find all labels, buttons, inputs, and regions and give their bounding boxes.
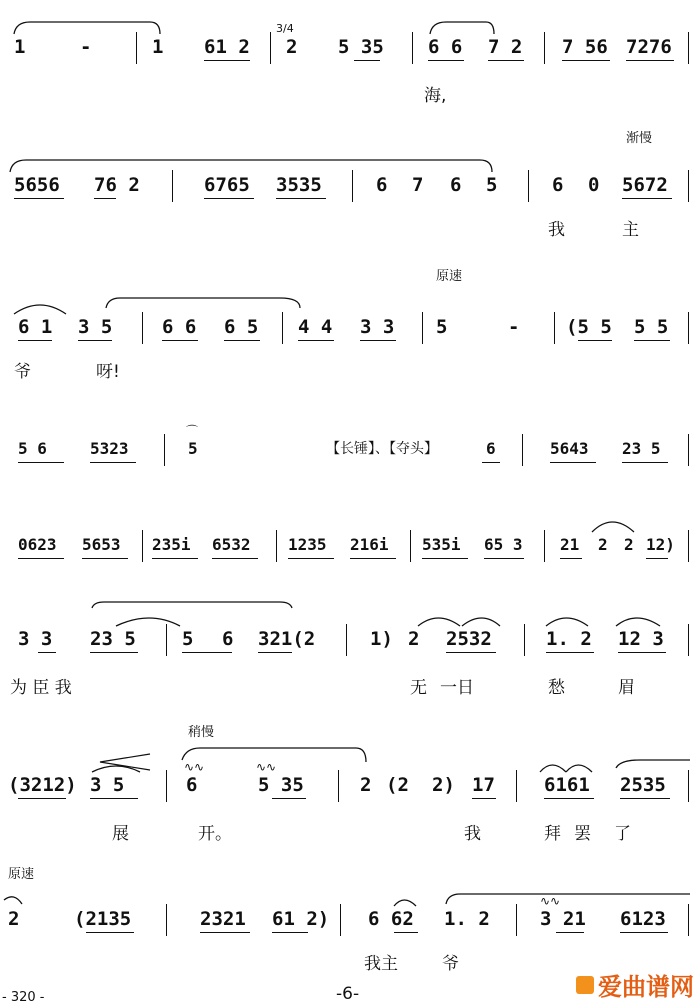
underline (488, 60, 524, 61)
underline (546, 652, 594, 653)
underline (618, 652, 666, 653)
underline (428, 60, 464, 61)
note: 2 (408, 628, 420, 650)
logo-icon (576, 976, 594, 994)
underline (422, 558, 468, 559)
lyric: 我主 (364, 954, 398, 974)
score-row-2 (0, 131, 700, 240)
note: (3212) (8, 774, 77, 796)
barline (544, 32, 545, 64)
note: 235i (152, 535, 191, 554)
barline (172, 170, 173, 202)
note: 2 (624, 535, 634, 554)
underline (622, 198, 672, 199)
lyric: 展 (112, 824, 129, 844)
note: 1235 (288, 535, 327, 554)
underline (90, 798, 138, 799)
underline (204, 60, 250, 61)
time-signature: 3/4 (276, 22, 294, 35)
note: 6 62 (368, 908, 414, 930)
note: 2 (286, 36, 298, 58)
lyric: 一日 (440, 678, 474, 698)
underline (550, 462, 596, 463)
note: 5653 (82, 535, 121, 554)
barline (516, 904, 517, 936)
note: 2321 (200, 908, 246, 930)
barline (528, 170, 529, 202)
lyric: 我 (548, 220, 565, 240)
logo-text: 爱曲谱网 (598, 973, 694, 1001)
note: 5 (182, 628, 194, 650)
underline (560, 558, 582, 559)
tempo-mark: 稍慢 (188, 725, 215, 740)
note: 7276 (626, 36, 672, 58)
underline (360, 340, 396, 341)
note: 6 5 (224, 316, 259, 338)
barline (164, 434, 165, 466)
lyric: 爷 (14, 362, 31, 382)
underline (482, 462, 500, 463)
note: 5 (436, 316, 448, 338)
note: 1) (370, 628, 393, 650)
underline (622, 462, 668, 463)
underline (14, 198, 64, 199)
barline (136, 32, 137, 64)
note: 5672 (622, 174, 668, 196)
note: 1 (152, 36, 164, 58)
note: 6 (186, 774, 198, 796)
underline (578, 340, 612, 341)
barline (554, 312, 555, 344)
lyric: 我 (464, 824, 481, 844)
lyric: 无 (410, 678, 427, 698)
score-row-5 (0, 534, 700, 574)
page-footer-left: - 320 - (2, 990, 45, 1005)
trill: ∿∿ (540, 894, 561, 908)
note: 5 6 (18, 439, 47, 458)
underline (484, 558, 524, 559)
underline (90, 652, 138, 653)
note: 5 (188, 439, 198, 458)
barline (544, 530, 545, 562)
underline (272, 932, 308, 933)
underline (38, 652, 56, 653)
underline (78, 340, 112, 341)
underline (354, 60, 380, 61)
underline (472, 798, 496, 799)
barline (166, 904, 167, 936)
note: 5 5 (634, 316, 669, 338)
underline (18, 462, 64, 463)
note: 2532 (446, 628, 492, 650)
note: 61 2 (204, 36, 250, 58)
note: 6765 (204, 174, 250, 196)
note: 1. 2 (444, 908, 490, 930)
tempo-mark: 渐慢 (626, 131, 653, 146)
note: 12) (646, 535, 675, 554)
note: 23 5 (622, 439, 661, 458)
barline (516, 770, 517, 802)
score-row-6 (0, 628, 700, 698)
note: 2 (8, 908, 20, 930)
barline (688, 312, 689, 344)
barline (166, 770, 167, 802)
barline (142, 312, 143, 344)
note: 7 56 (562, 36, 608, 58)
bracket-label: 【长锤】、【夺头】 (326, 441, 438, 457)
note: 6 (450, 174, 462, 196)
note: (5 5 (566, 316, 612, 338)
underline (86, 932, 134, 933)
tempo-mark: 原速 (436, 269, 463, 284)
underline (204, 198, 254, 199)
lyric: 主 (622, 220, 639, 240)
note: 2535 (620, 774, 666, 796)
note: 3 3 (360, 316, 395, 338)
barline (352, 170, 353, 202)
note: 5 (486, 174, 498, 196)
note: 3 5 (78, 316, 113, 338)
barline (282, 312, 283, 344)
score-row-3 (0, 269, 700, 382)
note: 3 5 (90, 774, 125, 796)
underline (446, 652, 496, 653)
barline (270, 32, 271, 64)
note: 5656 (14, 174, 60, 196)
note: 7 2 (488, 36, 523, 58)
underline (544, 798, 594, 799)
barline (688, 770, 689, 802)
note: 535i (422, 535, 461, 554)
barline (524, 624, 525, 656)
note: 0623 (18, 535, 57, 554)
note: 65 3 (484, 535, 523, 554)
underline (258, 652, 292, 653)
note: 4 4 (298, 316, 333, 338)
note: 3 3 (18, 628, 53, 650)
lyric: 为 臣 我 (10, 678, 72, 698)
barline (338, 770, 339, 802)
note: 12 3 (618, 628, 664, 650)
underline (394, 932, 418, 933)
barline (688, 434, 689, 466)
note: 6123 (620, 908, 666, 930)
note: (2135 (74, 908, 132, 930)
note: 321(2 (258, 628, 316, 650)
underline (18, 340, 52, 341)
note: 6532 (212, 535, 251, 554)
underline (212, 558, 258, 559)
note: 5643 (550, 439, 589, 458)
score-row-1 (0, 22, 700, 106)
barline (522, 434, 523, 466)
lyric: 了 (614, 824, 631, 844)
underline (162, 340, 198, 341)
barline (688, 624, 689, 656)
note: 7 (412, 174, 424, 196)
note: (2 (386, 774, 409, 796)
note: - (80, 36, 92, 58)
underline (634, 340, 670, 341)
barline (340, 904, 341, 936)
lyric: 爷 (442, 954, 459, 974)
underline (620, 798, 670, 799)
note: 2 (360, 774, 372, 796)
note: 6 (552, 174, 564, 196)
note: 23 5 (90, 628, 136, 650)
lyric: 呀! (96, 362, 120, 382)
note: 6 (486, 439, 496, 458)
note: 6161 (544, 774, 590, 796)
underline (152, 558, 198, 559)
underline (18, 798, 66, 799)
note: 1. 2 (546, 628, 592, 650)
barline (410, 530, 411, 562)
barline (422, 312, 423, 344)
barline (688, 904, 689, 936)
fermata: ⌒ (186, 424, 199, 438)
score-row-4 (0, 424, 700, 478)
underline (276, 198, 326, 199)
barline (412, 32, 413, 64)
underline (182, 652, 232, 653)
underline (646, 558, 668, 559)
note: 5 35 (338, 36, 384, 58)
note: 3 21 (540, 908, 586, 930)
underline (200, 932, 250, 933)
tempo-mark: 原速 (8, 867, 35, 882)
barline (688, 32, 689, 64)
barline (346, 624, 347, 656)
barline (166, 624, 167, 656)
page-number: -6- (336, 984, 360, 1004)
lyric: 眉 (618, 678, 635, 698)
note: 6 1 (18, 316, 53, 338)
trill: ∿∿ (184, 760, 205, 774)
note: 0 (588, 174, 600, 196)
barline (276, 530, 277, 562)
lyric: 拜 (544, 824, 561, 844)
note: 2) (432, 774, 455, 796)
underline (94, 198, 116, 199)
lyric: 海, (424, 86, 447, 106)
note: 61 2) (272, 908, 330, 930)
note: 1 (14, 36, 26, 58)
note: 17 (472, 774, 495, 796)
score-row-7 (0, 725, 700, 844)
note: 6 6 (162, 316, 197, 338)
underline (224, 340, 260, 341)
lyric: 愁 (548, 678, 565, 698)
underline (562, 60, 610, 61)
note: 6 (376, 174, 388, 196)
score-row-8 (0, 867, 700, 974)
note: 2 (598, 535, 608, 554)
barline (142, 530, 143, 562)
note: 216i (350, 535, 389, 554)
underline (620, 932, 668, 933)
note: 6 (222, 628, 234, 650)
note: 5 35 (258, 774, 304, 796)
note: 6 6 (428, 36, 463, 58)
barline (688, 530, 689, 562)
underline (82, 558, 128, 559)
note: 76 2 (94, 174, 140, 196)
underline (288, 558, 334, 559)
note: 5323 (90, 439, 129, 458)
underline (626, 60, 674, 61)
barline (688, 170, 689, 202)
lyric: 开。 (198, 824, 232, 844)
lyric: 罢 (574, 824, 591, 844)
underline (298, 340, 334, 341)
underline (90, 462, 136, 463)
trill: ∿∿ (256, 760, 277, 774)
note: - (508, 316, 520, 338)
underline (272, 798, 306, 799)
underline (350, 558, 396, 559)
underline (18, 558, 64, 559)
note: 3535 (276, 174, 322, 196)
underline (556, 932, 584, 933)
site-logo (576, 967, 694, 1002)
note: 21 (560, 535, 580, 554)
